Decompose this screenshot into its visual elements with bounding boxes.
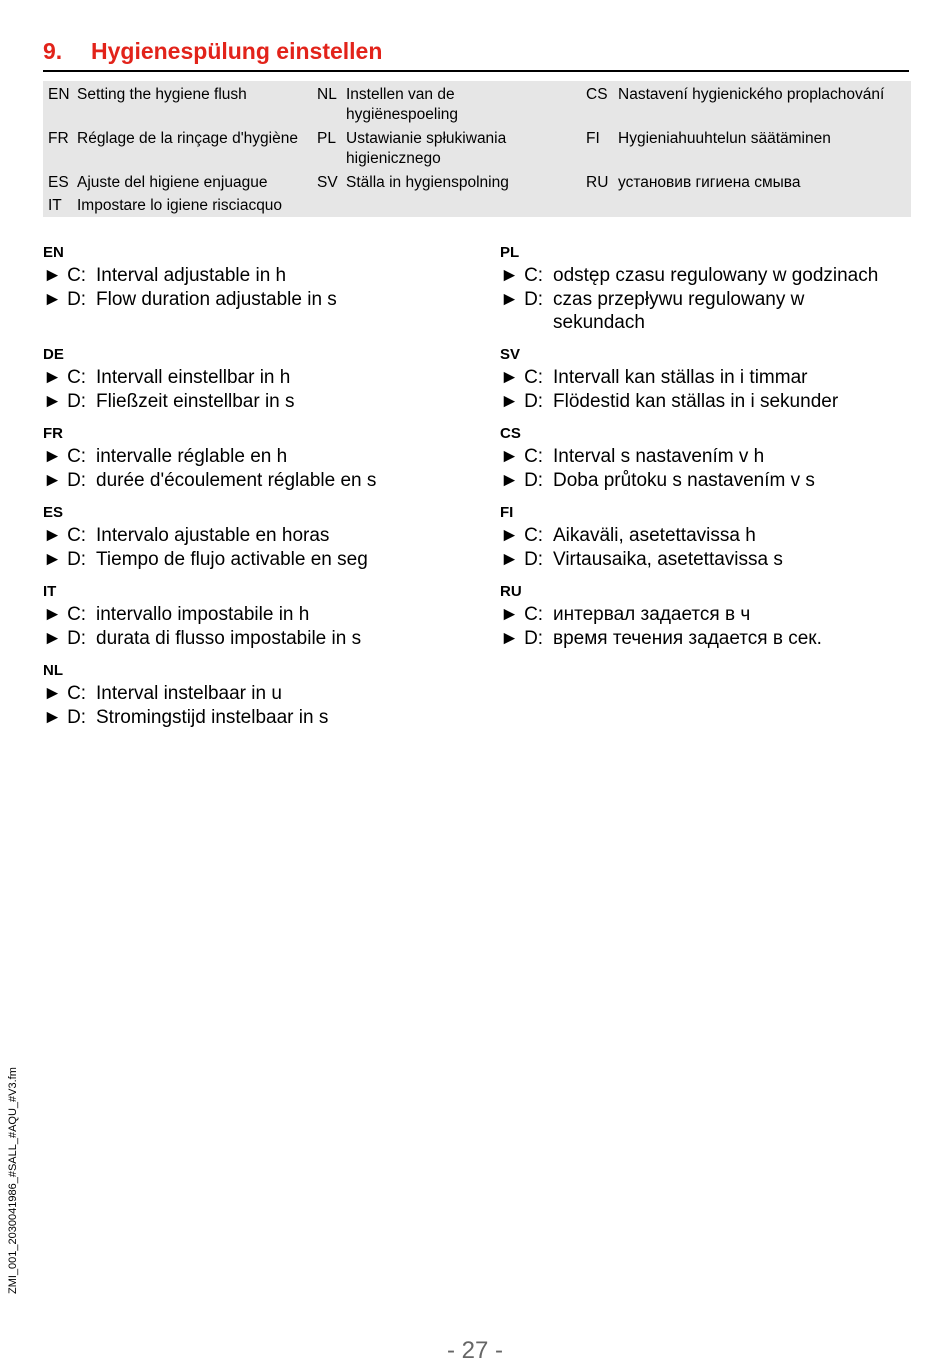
- duration-row: ► D: czas przepływu regulowany w sekundach: [500, 288, 805, 333]
- interval-row: ► C: Interval adjustable in h: [43, 265, 287, 286]
- duration-row: ► D: durata di flusso impostabile in s: [43, 627, 362, 649]
- section-it: IT ► C: intervallo impostabile in h ► D: durata di flusso impostabile in s: [43, 584, 473, 650]
- language-title-ru: RU установив гигиена смыва: [586, 174, 801, 191]
- section-cs: CS ► C: Interval s nastavením v h ► D: Doba průtoku s nastavením v s: [500, 426, 910, 492]
- section-de: DE ► C: Intervall einstellbar in h ► D: Fließzeit einstellbar in s: [43, 347, 473, 413]
- duration-row: ► D: Stromingstijd instelbaar in s: [43, 706, 329, 728]
- section-sv: SV ► C: Intervall kan ställas in i timmar ► D: Flödestid kan ställas in i sekunder: [500, 347, 910, 413]
- duration-row: ► D: Virtausaika, asetettavissa s: [500, 548, 783, 570]
- interval-row: ► C: Intervall einstellbar in h: [43, 367, 291, 388]
- language-title-en: EN Setting the hygiene flush: [48, 86, 247, 103]
- section-en: EN ► C: Interval adjustable in h ► D: Flow duration adjustable in s: [43, 245, 473, 311]
- duration-row: ► D: Flödestid kan ställas in i sekunder: [500, 390, 839, 412]
- duration-row: ► D: durée d'écoulement réglable en s: [43, 469, 377, 491]
- interval-row: ► C: Interval instelbaar in u: [43, 683, 282, 704]
- language-title-fr: FR Réglage de la rinçage d'hygiène: [48, 130, 298, 147]
- section-pl: PL ► C: odstęp czasu regulowany w godzinach ► D: czas przepływu regulowany w sekundach: [500, 245, 910, 335]
- section-number: 9.: [43, 38, 63, 64]
- language-title-cs: CS Nastavení hygienického proplachování: [586, 86, 885, 103]
- duration-row: ► D: Doba průtoku s nastavením v s: [500, 469, 815, 491]
- language-title-es: ES Ajuste del higiene enjuague: [48, 174, 268, 191]
- section-fr: FR ► C: intervalle réglable en h ► D: durée d'écoulement réglable en s: [43, 426, 473, 492]
- language-title-nl: NL Instellen van de hygiënespoeling: [317, 86, 459, 123]
- interval-row: ► C: Intervalo ajustable en horas: [43, 525, 330, 546]
- language-title-sv: SV Ställa in hygienspolning: [317, 174, 509, 191]
- section-es: ES ► C: Intervalo ajustable en horas ► D: Tiempo de flujo activable en seg: [43, 505, 473, 571]
- duration-row: ► D: время течения задается в сек.: [500, 627, 822, 649]
- language-title-box: [43, 81, 911, 217]
- duration-row: ► D: Flow duration adjustable in s: [43, 288, 337, 310]
- section-nl: NL ► C: Interval instelbaar in u ► D: Stromingstijd instelbaar in s: [43, 663, 473, 729]
- interval-row: ► C: intervallo impostabile in h: [43, 604, 310, 625]
- page-number: - 27 -: [446, 1337, 503, 1364]
- interval-row: ► C: Intervall kan ställas in i timmar: [500, 367, 808, 388]
- section-ru: RU ► C: интервал задается в ч ► D: время течения задается в сек.: [500, 584, 910, 650]
- language-title-pl: PL Ustawianie spłukiwania higienicznego: [317, 130, 507, 167]
- interval-row: ► C: Aikaväli, asetettavissa h: [500, 525, 756, 546]
- duration-row: ► D: Fließzeit einstellbar in s: [43, 390, 295, 412]
- interval-row: ► C: intervalle réglable en h: [43, 446, 288, 467]
- section-title: Hygienespülung einstellen: [91, 38, 383, 64]
- section-fi: FI ► C: Aikaväli, asetettavissa h ► D: Virtausaika, asetettavissa s: [500, 505, 910, 571]
- language-title-fi: FI Hygieniahuuhtelun säätäminen: [586, 130, 831, 147]
- file-reference-label: ZMI_001_2030041986_#SALL_#AQU_#V3.fm: [7, 1067, 19, 1294]
- interval-row: ► C: Interval s nastavením v h: [500, 446, 765, 467]
- section-heading: [43, 36, 909, 72]
- language-title-it: IT Impostare lo igiene risciacquo: [48, 197, 283, 214]
- duration-row: ► D: Tiempo de flujo activable en seg: [43, 548, 368, 570]
- interval-row: ► C: odstęp czasu regulowany w godzinach: [500, 265, 879, 286]
- interval-row: ► C: интервал задается в ч: [500, 604, 751, 625]
